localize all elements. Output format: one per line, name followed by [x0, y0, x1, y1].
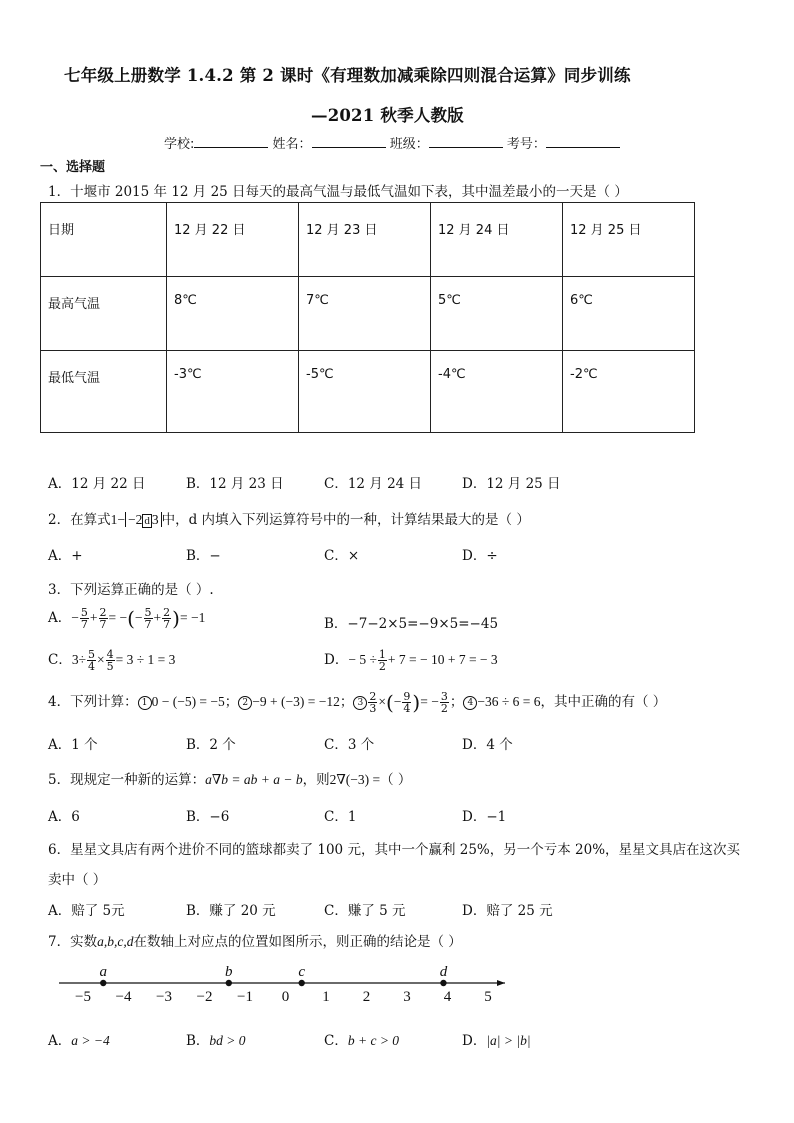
table-header-cell: 12 月 23 日 [299, 203, 431, 277]
doc-title-line1: 七年级上册数学 1.4.2 第 2 课时《有理数加减乘除四则混合运算》同步训练 [64, 66, 631, 85]
fraction-denominator: 7 [80, 618, 88, 631]
number-line-tick-label: 4 [443, 989, 452, 1005]
q4-expression: −9 + (−3) = −12； [252, 694, 354, 709]
table-header-cell: 12 月 25 日 [563, 203, 695, 277]
fraction-denominator: 2 [378, 660, 386, 673]
option-expression: b + c > 0 [347, 1033, 400, 1048]
q5-option-a[interactable]: A．6 [48, 809, 80, 825]
option-expression: = 3 ÷ 1 = 3 [115, 652, 176, 667]
circled-number: 3 [353, 696, 367, 710]
fraction-denominator: 2 [440, 702, 448, 715]
q1-option-c[interactable]: C．12 月 24 日 [324, 476, 423, 492]
fraction-numerator: 5 [144, 606, 152, 619]
option-expression: a > −4 [71, 1033, 110, 1048]
option-label: C． [48, 652, 72, 668]
q7-variables: a,b,c,d [97, 934, 134, 949]
table-header-cell: 12 月 22 日 [167, 203, 299, 277]
circled-number: 1 [138, 696, 152, 710]
table-header-cell: 日期 [41, 203, 167, 277]
id-blank[interactable] [546, 136, 620, 148]
fraction-numerator: 5 [88, 648, 96, 661]
fraction-numerator: 9 [403, 690, 411, 703]
q7-stem [48, 930, 462, 950]
name-blank[interactable] [312, 136, 386, 148]
table-cell: -2℃ [563, 351, 695, 433]
option-label: D． [324, 652, 349, 668]
q7-option-a[interactable] [48, 1029, 110, 1049]
q6-option-b[interactable]: B．赚了 20 元 [186, 903, 276, 919]
q3-stem: 3．下列运算正确的是（ ）. [48, 582, 214, 598]
table-cell: 5℃ [431, 277, 563, 351]
fraction-numerator: 3 [440, 690, 448, 703]
temperature-table [40, 202, 695, 433]
number-line-tick-label: 5 [484, 989, 492, 1005]
school-blank[interactable] [194, 136, 268, 148]
q5-option-d[interactable]: D．−1 [462, 809, 507, 825]
option-label: A． [48, 1033, 72, 1049]
option-expression: bd > 0 [209, 1033, 246, 1048]
q6-stem-line1: 6．星星文具店有两个进价不同的篮球都卖了 100 元，其中一个赢利 25%，另一个亏本 20%，星星文具店在这次买 [48, 842, 741, 858]
q7-suffix: 在数轴上对应点的位置如图所示，则正确的结论是（ ） [133, 934, 462, 950]
class-blank[interactable] [429, 136, 503, 148]
q2-expr-part: 1− [110, 512, 125, 527]
q5-suffix: （ ） [380, 772, 412, 788]
option-label: B． [186, 1033, 210, 1049]
option-expression: = −1 [179, 610, 206, 625]
table-row [41, 277, 695, 351]
student-info-row [164, 133, 620, 152]
q4-option-b[interactable]: B．2 个 [186, 737, 236, 753]
doc-title-line2: —2021 秋季人教版 [311, 106, 464, 125]
option-expression: + 7 = − 10 + 7 = − 3 [387, 652, 498, 667]
number-line-tick-label: 1 [322, 989, 330, 1005]
table-cell: -5℃ [299, 351, 431, 433]
q2-expr-part: −2 [127, 512, 143, 527]
q4-option-d[interactable]: D．4 个 [462, 737, 513, 753]
q5-mid: ，则 [302, 772, 330, 788]
number-line-point-a [100, 980, 106, 986]
fraction-denominator: 3 [369, 702, 377, 715]
q6-option-c[interactable]: C．赚了 5 元 [324, 903, 406, 919]
number-line-tick-label: 0 [281, 989, 290, 1005]
fraction-denominator: 7 [144, 618, 152, 631]
number-line [55, 955, 515, 1007]
fraction-numerator: 4 [106, 648, 114, 661]
table-cell: 7℃ [299, 277, 431, 351]
table-cell: -4℃ [431, 351, 563, 433]
fraction-numerator: 2 [369, 690, 377, 703]
number-line-tick-label: −4 [115, 989, 132, 1005]
table-header-cell: 12 月 24 日 [431, 203, 563, 277]
q4-option-a[interactable]: A．1 个 [48, 737, 98, 753]
table-row [41, 351, 695, 433]
q3-option-a[interactable]: A．− $\frac{5}{7}$ + $\frac{2}{7}$ = −(− $\frac{5}{7}$ + $\frac{2}{7}$ )= −1 [48, 606, 206, 631]
number-line-point-c [299, 980, 305, 986]
q2-stem [48, 508, 530, 528]
number-line-tick-label: −1 [237, 989, 253, 1005]
q2-option-d[interactable]: D．÷ [462, 548, 498, 564]
q5-option-c[interactable]: C．1 [324, 809, 357, 825]
number-line-tick-label: 3 [403, 989, 411, 1005]
q2-option-b[interactable]: B．− [186, 548, 221, 564]
q4-stem: 4．下列计算： 1 0 − (−5) = −5； 2 −9 + (−3) = −12； 3 $\frac{2}{3}$ ×(− $\frac{9}{4}$ )= − $\frac{3}{2}$ ； 4 −36 ÷ 6 = 6，其中正确的有（ ） [48, 690, 667, 715]
number-line-tick-label: −2 [196, 989, 213, 1005]
circled-number: 2 [238, 696, 252, 710]
number-line-point-label: a [99, 964, 107, 980]
q2-option-a[interactable]: A．+ [48, 548, 83, 564]
q1-option-a[interactable]: A．12 月 22 日 [48, 476, 146, 492]
q3-option-d[interactable]: D．− 5 ÷ $\frac{1}{2}$ + 7 = − 10 + 7 = − 3 [324, 648, 498, 673]
fraction-numerator: 2 [99, 606, 107, 619]
number-line-tick-label: 2 [362, 989, 371, 1005]
school-label: 学校: [164, 137, 195, 152]
q2-option-c[interactable]: C．× [324, 548, 360, 564]
q2-suffix: 中，d 内填入下列运算符号中的一种，计算结果最大的是（ ） [161, 512, 530, 528]
q6-option-d[interactable]: D．赔了 25 元 [462, 903, 553, 919]
q2-prefix: 2．在算式 [48, 512, 111, 528]
table-cell: 6℃ [563, 277, 695, 351]
fraction-denominator: 4 [88, 660, 96, 673]
table-cell: -3℃ [167, 351, 299, 433]
number-line-point-label: d [439, 964, 448, 980]
section-heading: 一、选择题 [40, 160, 106, 175]
q4-prefix: 4．下列计算： [48, 694, 138, 710]
fraction-numerator: 1 [378, 648, 386, 661]
table-cell: 最高气温 [41, 277, 167, 351]
name-label: 姓名： [272, 137, 312, 152]
number-line-point-d [440, 980, 446, 986]
fraction-denominator: 5 [106, 660, 114, 673]
q3-option-b[interactable]: B．−7−2×5=−9×5=−45 [324, 616, 499, 632]
option-expression: |a| > |b| [486, 1033, 531, 1048]
q1-stem: 1．十堰市 2015 年 12 月 25 日每天的最高气温与最低气温如下表，其中温差最小的一天是（ ） [48, 184, 628, 200]
table-cell: 最低气温 [41, 351, 167, 433]
q1-option-b[interactable]: B．12 月 23 日 [186, 476, 284, 492]
number-line-tick-label: −5 [75, 989, 91, 1005]
q4-expression: −36 ÷ 6 = 6 [477, 694, 541, 709]
q5-expression: 2∇(−3) = [329, 772, 381, 787]
number-line-point-b [226, 980, 232, 986]
fraction-denominator: 4 [403, 702, 411, 715]
q5-prefix: 5．现规定一种新的运算： [48, 772, 206, 788]
q5-option-b[interactable]: B．−6 [186, 809, 230, 825]
q1-option-d[interactable]: D．12 月 25 日 [462, 476, 561, 492]
q7-prefix: 7．实数 [48, 934, 98, 950]
class-label: 班级： [389, 137, 429, 152]
q2-expression [111, 512, 162, 527]
q4-expression: 0 − (−5) = −5； [151, 694, 239, 709]
option-label: A． [48, 610, 72, 626]
q6-stem-line2: 卖中（ ） [48, 872, 107, 888]
number-line-point-label: c [298, 964, 306, 980]
q7-option-c[interactable] [324, 1029, 399, 1049]
q6-option-a[interactable]: A．赔了 5元 [48, 903, 125, 919]
q2-expr-part: 3 [151, 512, 159, 527]
q5-stem [48, 768, 411, 788]
q4-option-c[interactable]: C．3 个 [324, 737, 375, 753]
table-cell: 8℃ [167, 277, 299, 351]
q4-expression: = − [420, 694, 439, 709]
q3-option-c[interactable]: C．3÷ $\frac{5}{4}$ × $\frac{4}{5}$ = 3 ÷ 1 = 3 [48, 648, 176, 673]
q5-rule: a∇b = ab + a − b [205, 772, 303, 787]
fraction-denominator: 7 [99, 618, 107, 631]
q7-option-b[interactable] [186, 1029, 246, 1049]
fraction-numerator: 5 [80, 606, 88, 619]
option-label: C． [324, 1033, 348, 1049]
number-line-point-label: b [225, 964, 233, 980]
option-label: D． [462, 1033, 487, 1049]
q2-operator-box: d [144, 515, 150, 527]
id-label: 考号： [506, 137, 546, 152]
circled-number: 4 [463, 696, 477, 710]
number-line-tick-label: −3 [156, 989, 172, 1005]
q4-suffix: ，其中正确的有（ ） [540, 694, 667, 710]
fraction-numerator: 2 [163, 606, 171, 619]
number-line-arrow [497, 980, 505, 986]
q7-option-d[interactable] [462, 1029, 531, 1049]
fraction-denominator: 7 [163, 618, 171, 631]
